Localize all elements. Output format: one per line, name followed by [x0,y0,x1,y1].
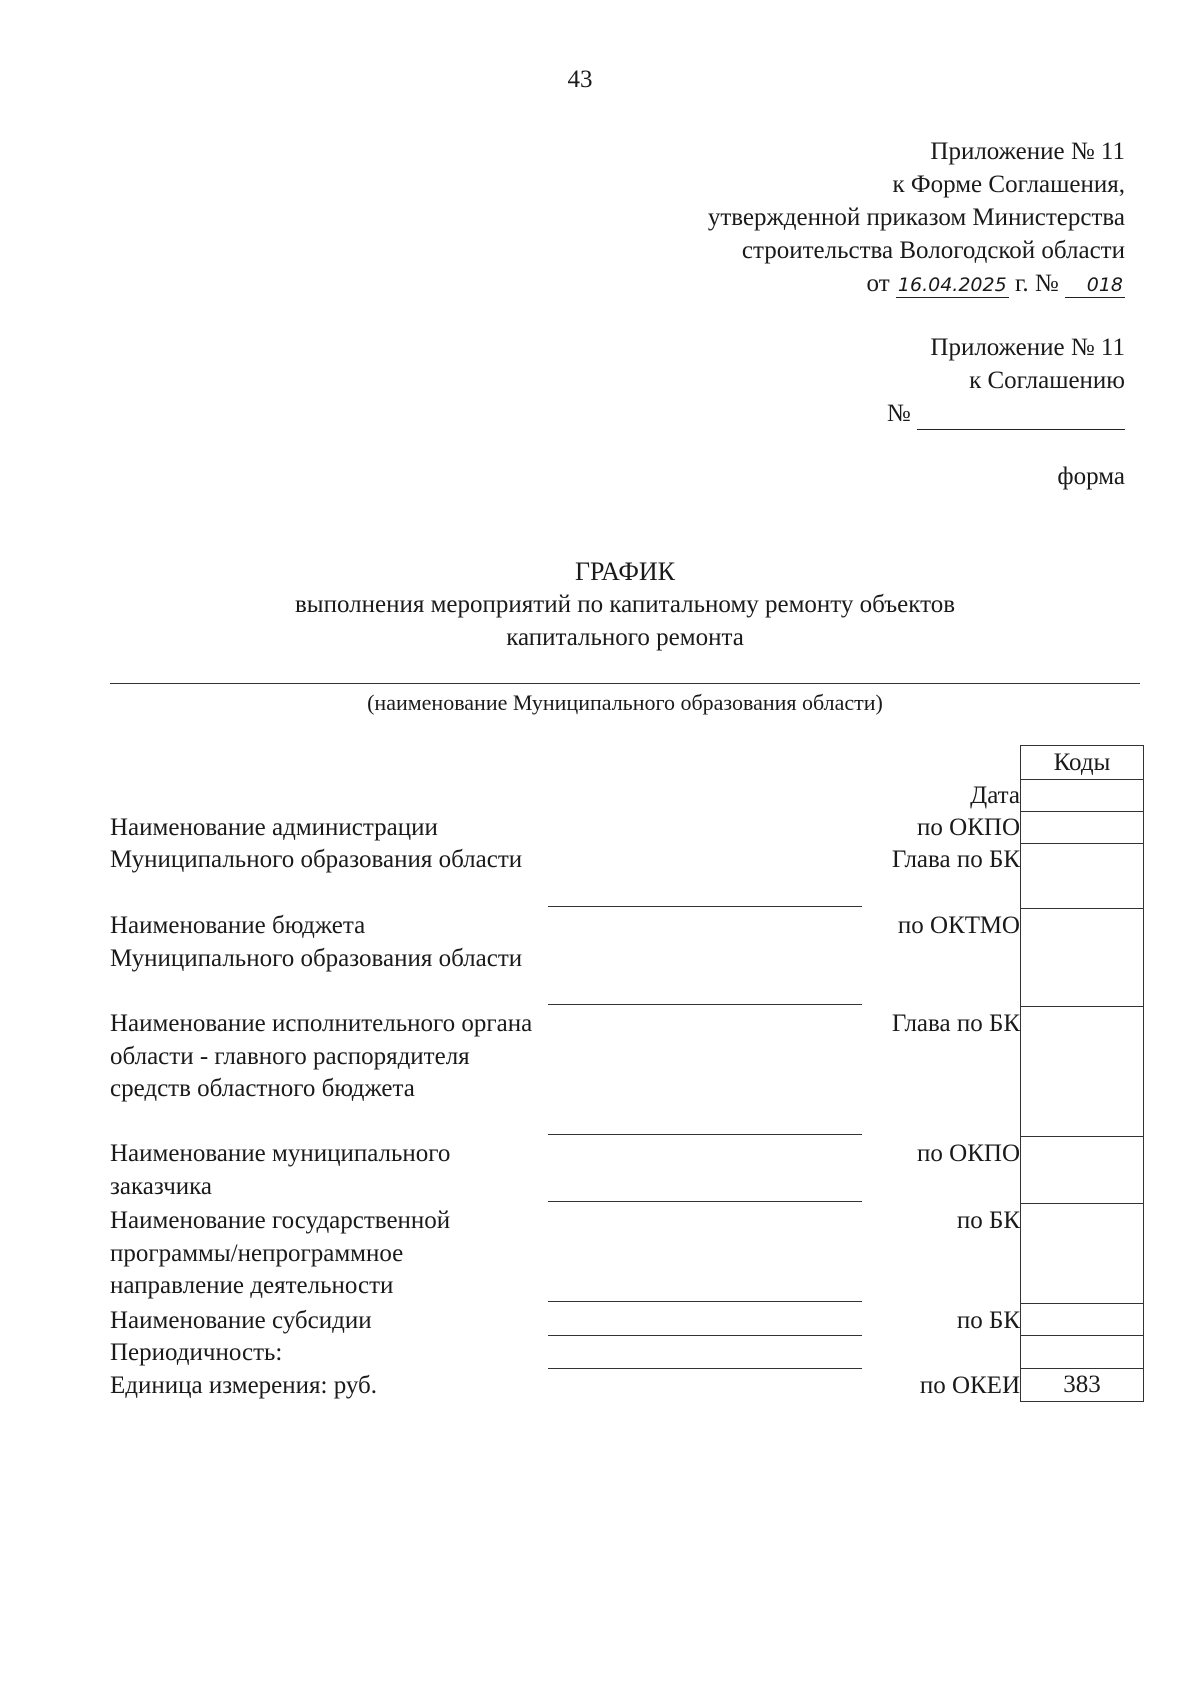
code-cell-periodicity [1020,1336,1144,1369]
appendix-form-line3: утвержденной приказом Министерства [707,204,1125,231]
fill-line-periodicity [548,1368,862,1369]
right-label-date: Дата [970,782,1020,809]
right-label-bk-1: по БК [956,1207,1020,1234]
appendix-agreement-line1: Приложение № 11 [930,334,1125,361]
label-program: Наименование государственной программы/непрограммное направление деятельности [110,1207,451,1299]
date-prefix: от [866,270,890,297]
codes-header: Коды [1020,745,1144,780]
appendix-form-line1: Приложение № 11 [930,138,1125,165]
document-subtitle [110,588,1140,654]
right-label-okei: по ОКЕИ [919,1372,1020,1399]
year-number-label: г. № [1014,270,1059,297]
appendix-agreement-line2: к Соглашению [969,367,1125,394]
right-label-chapter-bk-1: Глава по БК [891,846,1020,873]
fill-line-municipality [548,906,862,907]
appendix-form-date-line [425,268,1125,301]
code-cell-date [1020,780,1144,812]
code-cell-okpo [1020,812,1144,844]
label-executive-body: Наименование исполнительного органа области - главного распорядителя средств областного бюджета [110,1010,533,1102]
right-label-bk-2: по БК [956,1307,1020,1334]
page-number: 43 [567,66,593,93]
label-administration: Наименование администрации [110,814,438,841]
right-label-okpo: по ОКПО [917,814,1020,841]
label-unit: Единица измерения: руб. [110,1372,378,1399]
number-label: № [886,400,911,427]
appendix-form-line2: к Форме Соглашения, [892,171,1125,198]
fill-line-subsidy [548,1335,862,1336]
code-cell-chapter-bk-1 [1020,844,1144,909]
form-label: форма [1057,463,1125,490]
municipality-name-hint: (наименование Муниципального образования области) [367,690,883,715]
appendix-agreement-block [625,332,1125,431]
handwritten-number: 018 [1065,273,1125,298]
code-cell-oktmo [1020,909,1144,1007]
appendix-agreement-number-line [625,398,1125,431]
handwritten-date: 16.04.2025 [897,274,1007,296]
code-cell-chapter-bk-2 [1020,1007,1144,1137]
municipality-name-line [110,683,1140,684]
fill-line-program [548,1301,862,1302]
code-cell-bk-2 [1020,1304,1144,1336]
fill-line-customer [548,1201,862,1202]
fill-line-executive-body [548,1134,862,1135]
right-label-chapter-bk-2: Глава по БК [891,1010,1020,1037]
fill-line-budget [548,1004,862,1005]
subtitle-line1: выполнения мероприятий по капитальному ремонту объектов [294,591,955,618]
code-cell-okei: 383 [1020,1369,1144,1402]
subtitle-line2: капитального ремонта [506,624,744,651]
label-budget: Наименование бюджета Муниципального образования области [110,912,523,972]
appendix-form-line4: строительства Вологодской области [741,237,1125,264]
label-periodicity: Периодичность: [110,1339,283,1366]
document-title: ГРАФИК [575,557,675,586]
label-customer: Наименование муниципального заказчика [110,1140,451,1200]
label-municipality: Муниципального образования области [110,846,523,873]
number-blank-line [917,407,1125,430]
right-label-oktmo: по ОКТМО [897,912,1020,939]
code-cell-okpo-2 [1020,1137,1144,1204]
right-label-okpo-2: по ОКПО [917,1140,1020,1167]
appendix-form-block [425,136,1125,301]
code-cell-bk-1 [1020,1204,1144,1304]
label-subsidy: Наименование субсидии [110,1307,372,1334]
